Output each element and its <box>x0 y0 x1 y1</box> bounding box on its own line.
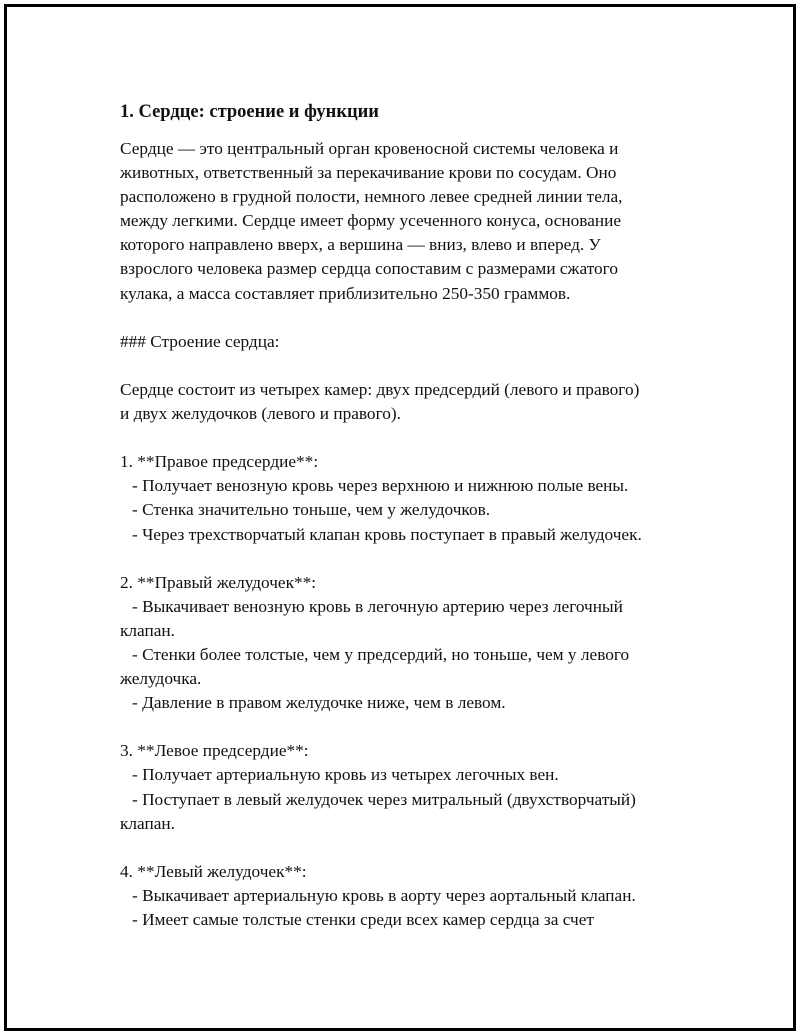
chamber-section <box>120 739 700 835</box>
chamber-section <box>120 860 700 932</box>
spacer <box>120 836 700 860</box>
chambers-line: Сердце состоит из четырех камер: двух предсердий (левого и правого) <box>120 379 640 399</box>
spacer <box>120 547 700 571</box>
intro-paragraph <box>120 137 700 306</box>
spacer <box>120 426 700 450</box>
bullet-line: - Давление в правом желудочке ниже, чем в левом. <box>132 693 506 713</box>
chamber-section <box>120 450 700 546</box>
intro-line: расположено в грудной полости, немного левее средней линии тела, <box>120 187 623 207</box>
chambers-line: и двух желудочков (левого и правого). <box>120 404 401 424</box>
document-content <box>120 99 700 932</box>
bullet-line: - Получает артериальную кровь из четырех легочных вен. <box>132 765 559 785</box>
bullet-line: клапан. <box>120 813 175 833</box>
chamber-section-header: 4. **Левый желудочек**: <box>120 861 307 881</box>
spacer <box>120 715 700 739</box>
document-page <box>4 4 796 1031</box>
chamber-sections <box>120 426 700 932</box>
chamber-section-header: 3. **Левое предсердие**: <box>120 741 309 761</box>
section-subheading: ### Строение сердца: <box>120 331 280 351</box>
bullet-line: - Выкачивает венозную кровь в легочную артерию через легочный <box>132 596 623 616</box>
bullet-line: - Стенка значительно тоньше, чем у желудочков. <box>132 500 491 520</box>
document-title: 1. Сердце: строение и функции <box>120 102 379 122</box>
spacer <box>120 306 700 330</box>
chamber-section-header: 2. **Правый желудочек**: <box>120 572 317 592</box>
bullet-line: - Поступает в левый желудочек через митральный (двухстворчатый) <box>132 789 636 809</box>
intro-line: между легкими. Сердце имеет форму усеченного конуса, основание <box>120 211 622 231</box>
bullet-line: - Получает венозную кровь через верхнюю и нижнюю полые вены. <box>132 476 629 496</box>
chambers-paragraph <box>120 378 700 426</box>
bullet-line: желудочка. <box>120 669 202 689</box>
intro-line: взрослого человека размер сердца сопоставим с размерами сжатого <box>120 259 618 279</box>
intro-line: Сердце — это центральный орган кровеносной системы человека и <box>120 139 619 158</box>
intro-line: которого направлено вверх, а вершина — вниз, влево и вперед. У <box>120 235 601 255</box>
intro-line: животных, ответственный за перекачивание крови по сосудам. Оно <box>120 163 617 183</box>
bullet-line: - Имеет самые толстые стенки среди всех камер сердца за счет <box>132 910 594 929</box>
spacer <box>120 354 700 378</box>
bullet-line: - Выкачивает артериальную кровь в аорту через аортальный клапан. <box>132 885 636 905</box>
bullet-line: клапан. <box>120 620 175 640</box>
intro-line: кулака, а масса составляет приблизительно 250-350 граммов. <box>120 283 571 303</box>
chamber-section <box>120 571 700 716</box>
bullet-line: - Через трехстворчатый клапан кровь поступает в правый желудочек. <box>132 524 642 544</box>
chamber-section-header: 1. **Правое предсердие**: <box>120 452 319 472</box>
bullet-line: - Стенки более толстые, чем у предсердий, но тоньше, чем у левого <box>132 644 630 664</box>
